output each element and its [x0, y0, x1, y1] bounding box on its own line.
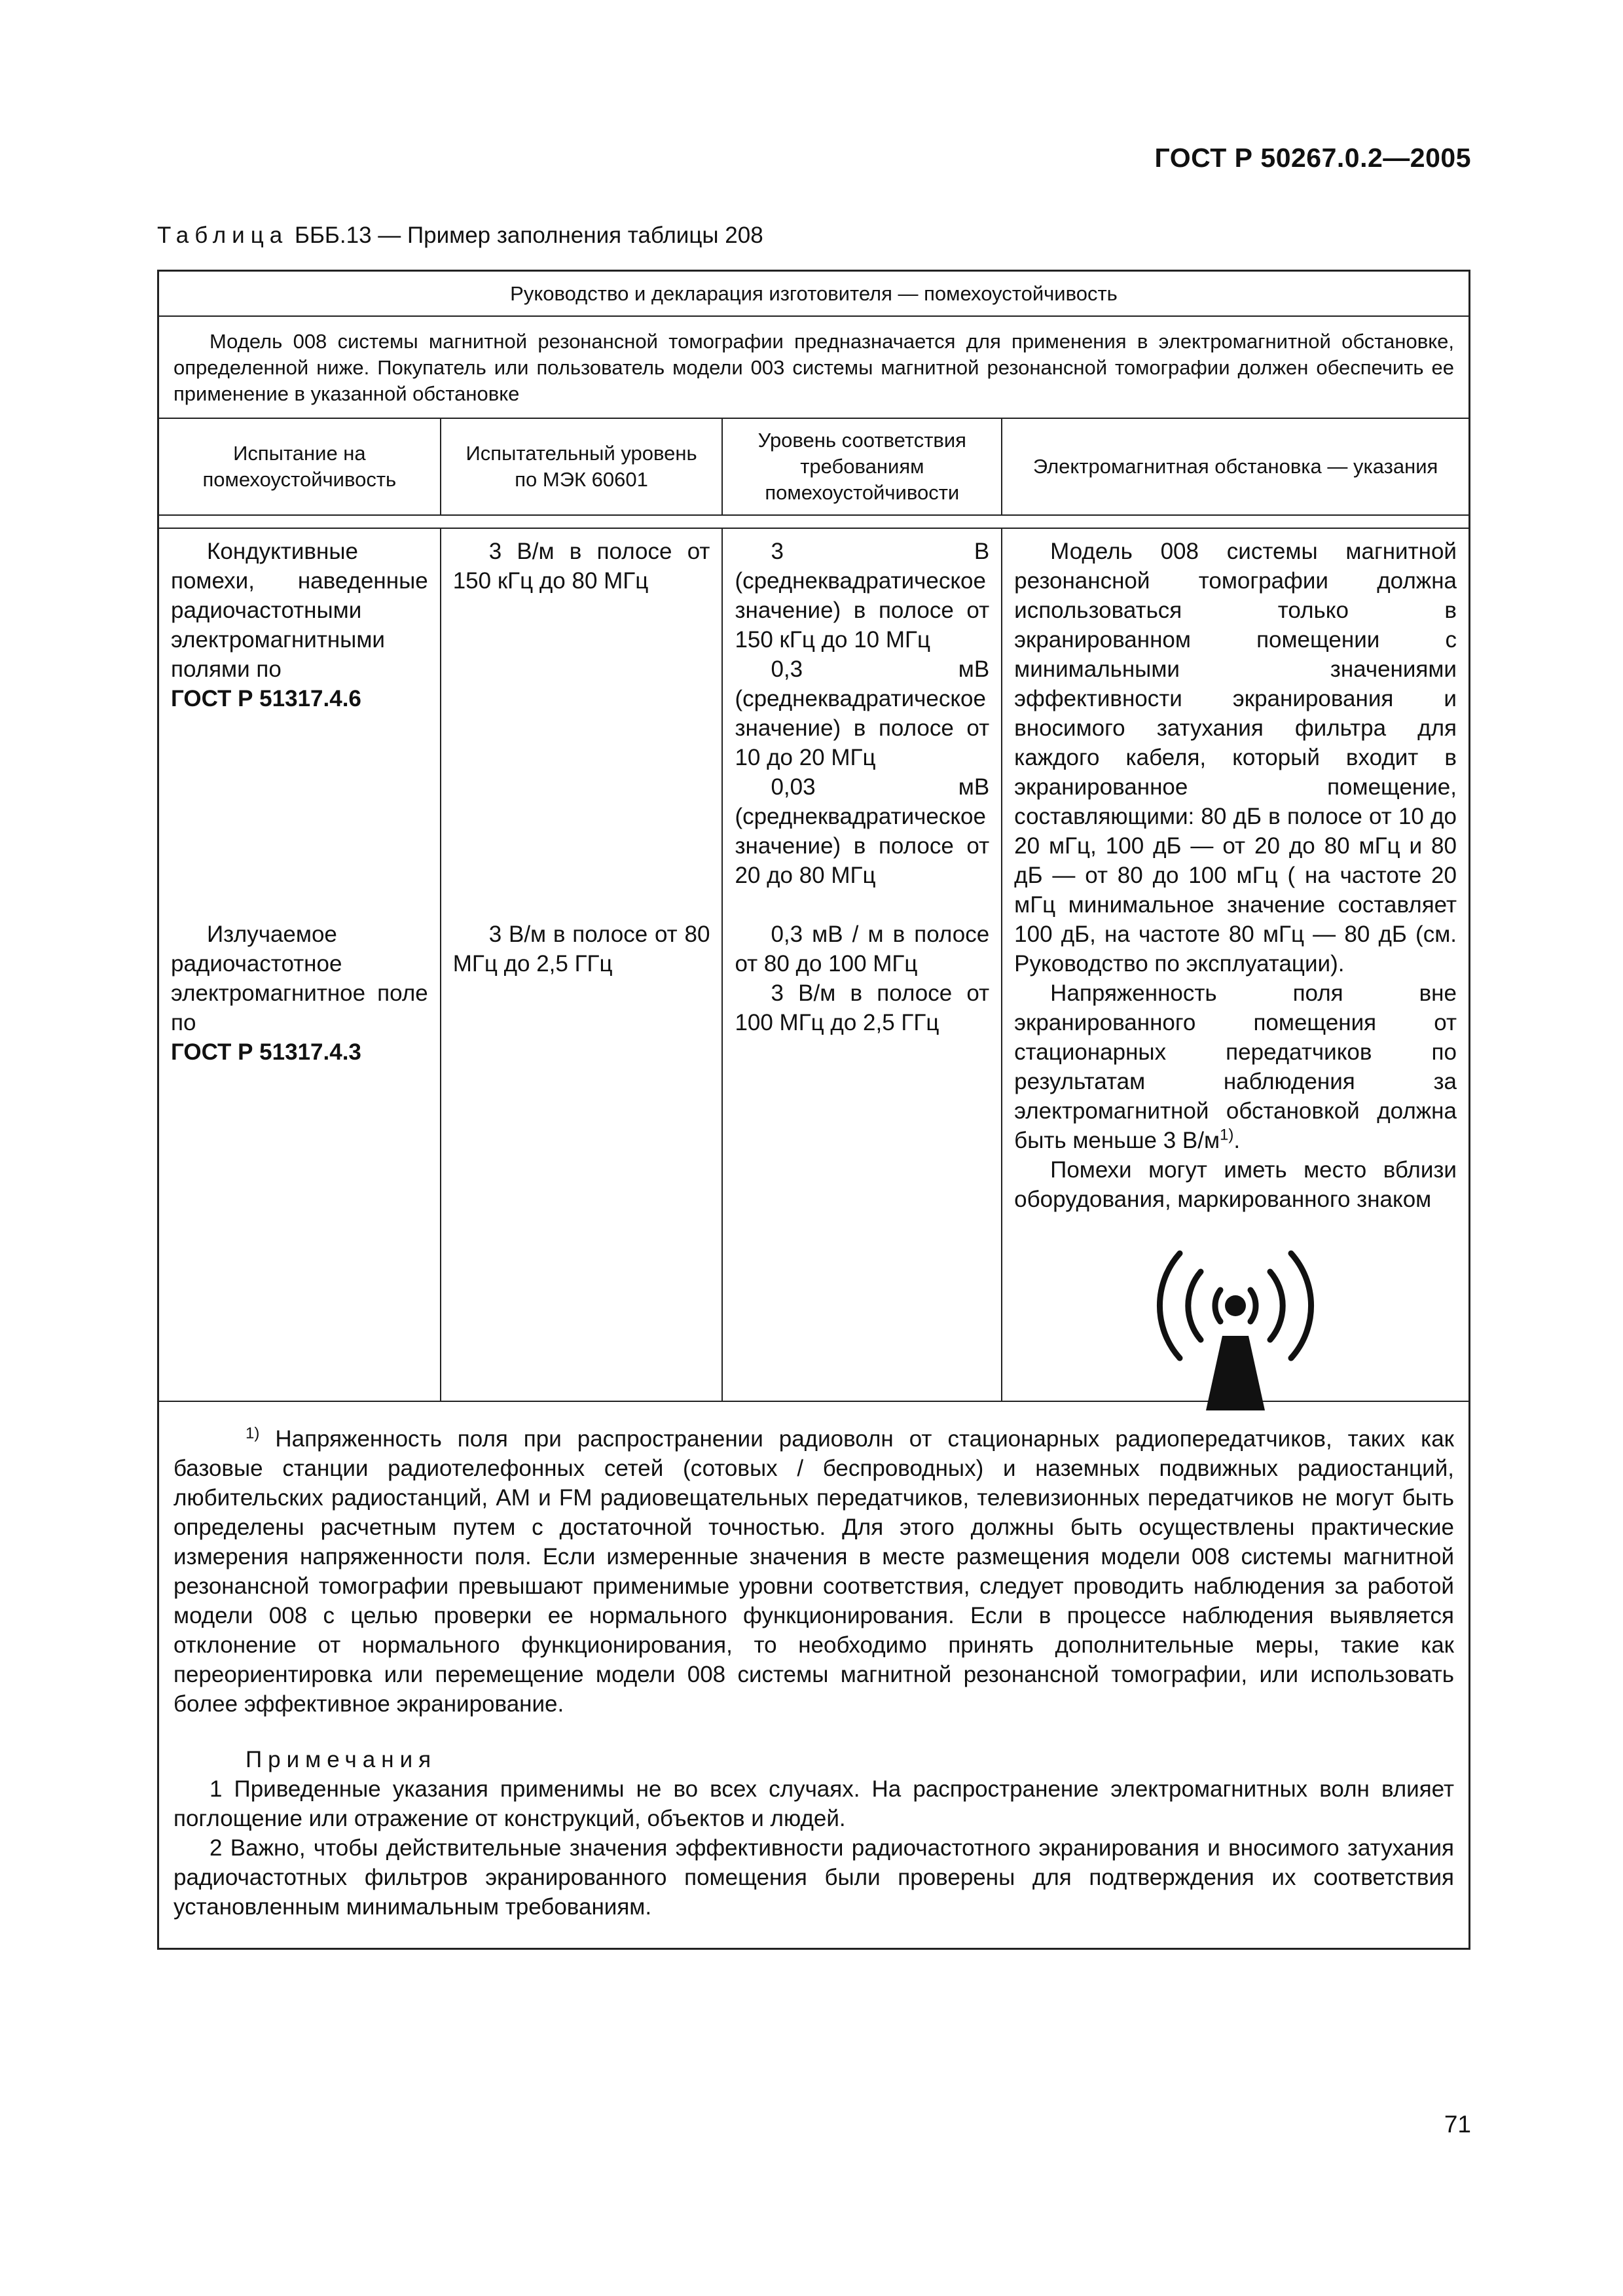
notes-title: Примечания — [246, 1747, 437, 1772]
table-intro: Модель 008 системы магнитной резонансной томографии предназначается для применения в электромагнитной обстановке, определенной ниже. Покупатель или пользователь модели 003 системы магнитной резонансной томографии должен обеспечить ее применение в указанной обстановке — [159, 317, 1468, 419]
environment-guidance-2-text: Напряженность поля вне экранированного помещения от стационарных передатчиков по результатам наблюдения за электромагнитной обстановкой должна быть меньше 3 В/м — [1014, 980, 1457, 1153]
cell-environment — [1001, 529, 1468, 1401]
note-2: 2 Важно, чтобы действительные значения эффективности радиочастотного экранирования и вносимого затухания радиочастотных фильтров экранированного помещения были проверены для подтверждения их соответствия установленным минимальным требованиям. — [173, 1835, 1454, 1920]
compliance-level-2: 0,3 мВ (среднеквадратическое значение) в полосе от 10 до 20 МГц — [735, 656, 990, 770]
compliance-level-5: 3 В/м в полосе от 100 МГц до 2,5 ГГц — [735, 980, 990, 1035]
note-1: 1 Приведенные указания применимы не во всех случаях. На распространение электромагнитных волн влияет поглощение или отражение от конструкций, объектов и людей. — [173, 1776, 1454, 1831]
test-radiated: Излучаемое радиочастотное электромагнитное поле по — [171, 922, 428, 1035]
radiation-symbol-wrap — [1014, 1240, 1457, 1417]
standard-number: ГОСТ Р 50267.0.2—2005 — [1154, 143, 1471, 173]
non-ionizing-radiation-icon — [1140, 1240, 1330, 1417]
test-conducted — [171, 537, 428, 684]
spacer — [171, 713, 428, 920]
table-header-row — [159, 419, 1468, 516]
environment-guidance-2 — [1014, 978, 1457, 1155]
test-conducted-standard: ГОСТ Р 51317.4.6 — [171, 686, 361, 711]
footnote-text: Напряженность поля при распространении радиоволн от стационарных радиопередатчиков, таких как базовые станции радиотелефонных сетей (сотовых / беспроводных) и наземных подвижных радиостанций, любительских радиостанций, AM и FM радиовещательных передатчиков, телевизионных передатчиков не могут быть определены расчетным путем с достаточной точностью. Для этого должны быть осуществлены практические измерения напряженности поля. Если измеренные значения в месте размещения модели 008 системы магнитной резонансной томографии превышают применимые уровни соответствия, следует проводить наблюдения за работой модели 008 с целью проверки ее нормального функционирования. Если в процессе наблюдения выявляется отклонение от нормального функционирования, то необходимо принять дополнительные меры, такие как переориентировка или перемещение модели 008 системы магнитной резонансной томографии, или использовать более эффективное экранирование. — [173, 1426, 1454, 1717]
test-level-conducted: 3 В/м в полосе от 150 кГц до 80 МГц — [452, 539, 710, 594]
table-body-row — [159, 528, 1468, 1402]
table-caption-label: Таблица — [157, 223, 289, 248]
footnote-marker: 1) — [246, 1424, 260, 1443]
cell-tests — [159, 529, 440, 1401]
cell-compliance-levels — [721, 529, 1001, 1401]
footnote — [173, 1424, 1454, 1719]
test-conducted-text: Кондуктивные помехи, наведенные радиочастотными электромагнитными полями по — [171, 539, 428, 682]
page-number: 71 — [1444, 2111, 1471, 2138]
table-caption — [157, 223, 763, 249]
environment-guidance-3: Помехи могут иметь место вблизи оборудования, маркированного знаком — [1014, 1157, 1457, 1212]
table-footnote-row — [159, 1402, 1468, 1948]
environment-guidance-2-end: . — [1233, 1128, 1241, 1153]
table-caption-text: БББ.13 — Пример заполнения таблицы 208 — [294, 223, 763, 248]
header-environment: Электромагнитная обстановка — указания — [1001, 419, 1468, 514]
header-test-level: Испытательный уровень по МЭК 60601 — [440, 419, 722, 514]
table-title: Руководство и декларация изготовителя — помехоустойчивость — [159, 272, 1468, 317]
cell-test-levels — [440, 529, 722, 1401]
spacer — [453, 596, 710, 920]
test-level-radiated: 3 В/м в полосе от 80 МГц до 2,5 ГГц — [452, 922, 710, 977]
header-compliance-level: Уровень соответствия требованиям помехоустойчивости — [721, 419, 1001, 514]
compliance-level-1: 3 В (среднеквадратическое значение) в полосе от 150 кГц до 10 МГц — [735, 539, 990, 653]
spacer — [735, 890, 989, 920]
footnote-ref: 1) — [1220, 1126, 1234, 1144]
environment-guidance-1: Модель 008 системы магнитной резонансной томографии должна использоваться только в экранированном помещении с минимальными значениями эффективности экранирования и вносимого затухания фильтра для каждого кабеля, который входит в экранированное помещение, составляющими: 80 дБ в полосе от 10 до 20 мГц, 100 дБ — от 20 до 80 мГц и 80 дБ — от 80 до 100 мГц ( на частоте 20 мГц минимальное значение составляет 100 дБ, на частоте 80 мГц — 80 дБ (см. Руководство по эксплуатации). — [1014, 539, 1457, 977]
header-test: Испытание на помехоустойчивость — [202, 442, 397, 491]
emc-table — [157, 270, 1470, 1950]
test-radiated-standard: ГОСТ Р 51317.4.3 — [171, 1039, 361, 1065]
compliance-level-4: 0,3 мВ / м в полосе от 80 до 100 МГц — [735, 922, 990, 977]
compliance-level-3: 0,03 мВ (среднеквадратическое значение) в полосе от 20 до 80 МГц — [735, 774, 990, 888]
